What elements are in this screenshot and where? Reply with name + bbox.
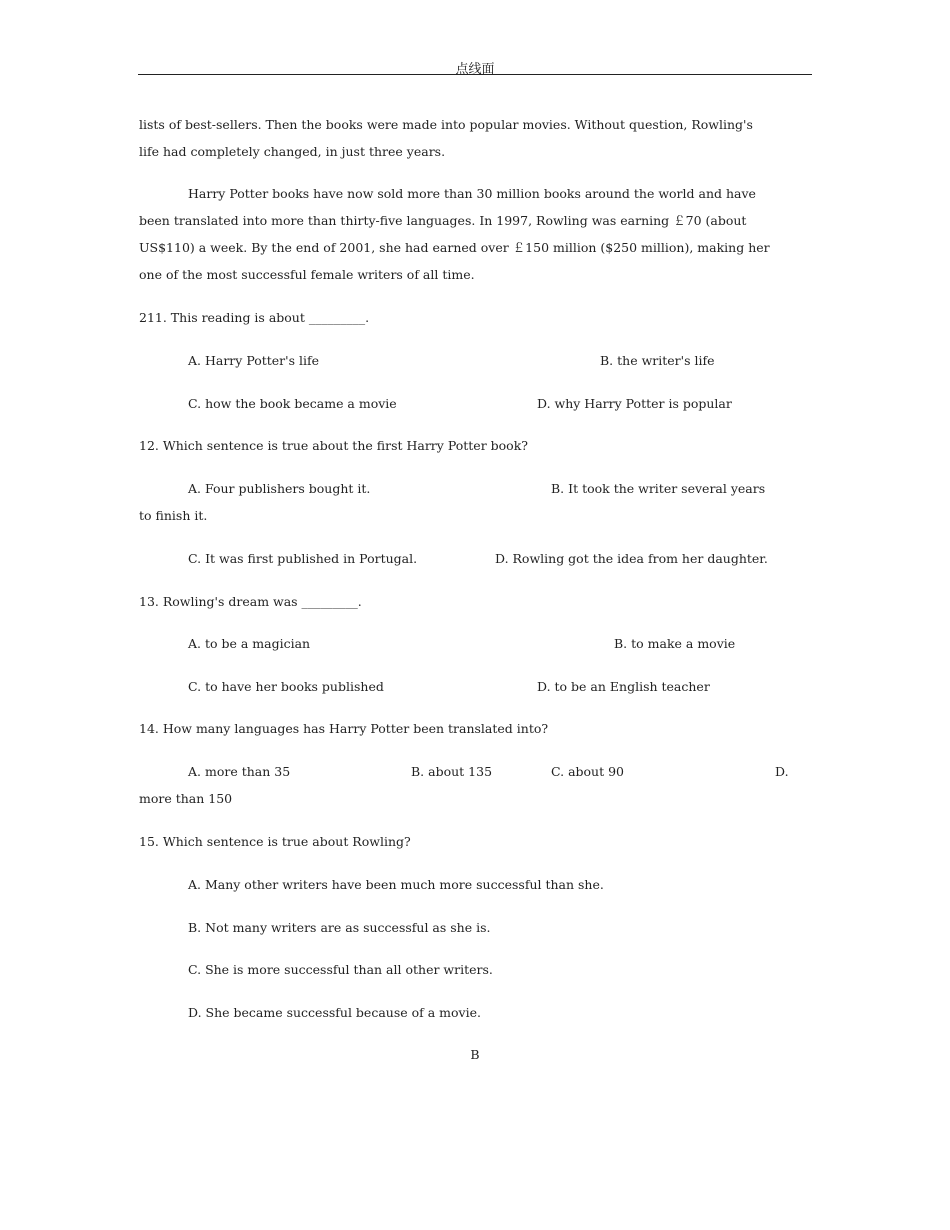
question-stem: 12. Which sentence is true about the first Harry Potter book? (139, 438, 528, 453)
option-c: C. to have her books published (188, 679, 384, 694)
question-stem: 211. This reading is about _________. (139, 310, 370, 325)
passage-line: been translated into more than thirty-five languages. In 1997, Rowling was earning ￡70 (about (139, 213, 747, 228)
section-label: B (470, 1047, 480, 1062)
option-b: B. the writer's life (600, 353, 715, 368)
option-b-continued: to finish it. (139, 508, 208, 523)
passage-line: lists of best-sellers. Then the books were made into popular movies. Without question, Rowling's (139, 117, 753, 132)
passage-line: US$110) a week. By the end of 2001, she had earned over ￡150 million ($250 million), making her (139, 240, 770, 255)
question-stem: 13. Rowling's dream was _________. (139, 594, 362, 609)
option-c: C. about 90 (551, 764, 624, 779)
page-header: 点线面 (455, 62, 495, 77)
option-d: D. why Harry Potter is popular (537, 396, 732, 411)
option-d: D. (775, 764, 789, 779)
passage-line: Harry Potter books have now sold more than 30 million books around the world and have (188, 186, 756, 201)
option-b: B. It took the writer several years (551, 481, 766, 496)
passage-line: life had completely changed, in just three years. (139, 144, 446, 159)
option-b: B. about 135 (411, 764, 493, 779)
option-c: C. how the book became a movie (188, 396, 397, 411)
option-d-continued: more than 150 (139, 791, 233, 806)
option-a: A. Four publishers bought it. (188, 481, 371, 496)
header-rule (138, 74, 812, 75)
option-c: C. She is more successful than all other writers. (188, 962, 493, 977)
passage-line: one of the most successful female writers of all time. (139, 267, 475, 282)
option-a: A. more than 35 (188, 764, 291, 779)
option-d: D. She became successful because of a movie. (188, 1005, 481, 1020)
option-a: A. Harry Potter's life (188, 353, 320, 368)
question-stem: 15. Which sentence is true about Rowling? (139, 834, 411, 849)
option-a: A. Many other writers have been much more successful than she. (188, 877, 604, 892)
option-d: D. Rowling got the idea from her daughter. (495, 551, 768, 566)
option-b: B. to make a movie (614, 636, 736, 651)
option-d: D. to be an English teacher (537, 679, 710, 694)
option-a: A. to be a magician (188, 636, 311, 651)
option-c: C. It was first published in Portugal. (188, 551, 418, 566)
question-stem: 14. How many languages has Harry Potter been translated into? (139, 721, 549, 736)
option-b: B. Not many writers are as successful as she is. (188, 920, 491, 935)
